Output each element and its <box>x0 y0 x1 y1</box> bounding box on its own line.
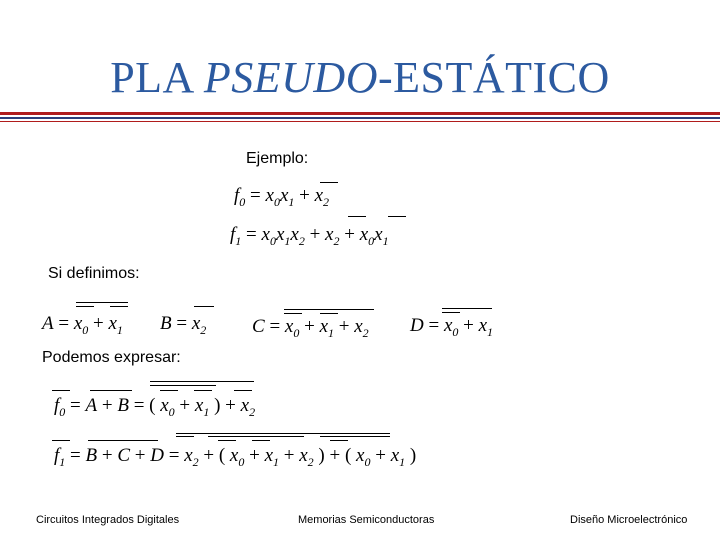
equation-a: $A = x_0 + x_1$ <box>42 313 123 337</box>
overbar <box>218 440 236 441</box>
equation-f1-expressed: $f_1 = B + C + D = x_2$ + ( $x_0 + x_1 + x_2$ ) + ( $x_0 + x_1$ ) <box>54 445 417 469</box>
equation-b: $B = x_2$ <box>160 313 207 337</box>
overbar <box>52 440 70 441</box>
footer-left: Circuitos Integrados Digitales <box>36 514 180 526</box>
overbar <box>320 182 338 183</box>
overbar <box>90 390 132 391</box>
overbar <box>194 306 214 307</box>
overbar <box>194 390 212 391</box>
overbar <box>150 385 216 386</box>
overbar <box>88 440 158 441</box>
overbar <box>252 440 270 441</box>
overbar <box>160 390 178 391</box>
overbar <box>176 433 390 434</box>
overbar <box>110 306 128 307</box>
overbar <box>284 313 302 314</box>
overbar <box>442 312 460 313</box>
footer-right: Diseño Microelectrónico <box>570 514 688 526</box>
footer-center: Memorias Semiconductoras <box>298 514 435 526</box>
overbar <box>150 381 254 382</box>
overbar <box>320 436 390 437</box>
overbar <box>52 390 70 391</box>
overbar <box>208 436 304 437</box>
title-rule-red <box>0 112 720 115</box>
overbar <box>320 313 338 314</box>
overbar <box>76 306 94 307</box>
equation-f0-definition: $f_0 = x_0x_1 + x_2$ <box>234 185 330 209</box>
equation-c: $C = x_0 + x_1 + x_2$ <box>252 316 369 340</box>
overbar <box>442 308 492 309</box>
equation-f1-definition: $f_1 = x_0x_1x_2 + x_2 + x_0x_1$ <box>230 224 389 248</box>
equation-f0-expressed: $f_0 = A + B$ = ( $x_0 + x_1$ ) + $x_2$ <box>54 395 256 419</box>
overbar <box>348 216 366 217</box>
title-rule-blue <box>0 117 720 119</box>
title-rule-red-thin <box>0 121 720 122</box>
overbar <box>176 436 194 437</box>
express-label: Podemos expresar: <box>42 349 181 366</box>
overbar <box>388 216 406 217</box>
overbar <box>76 302 128 303</box>
definitions-label: Si definimos: <box>48 265 140 282</box>
example-label: Ejemplo: <box>246 150 309 167</box>
overbar <box>330 440 348 441</box>
equation-d: $D = x_0 + x_1$ <box>410 315 494 339</box>
slide-title: PLA PSEUDO-ESTÁTICO <box>110 53 610 102</box>
overbar <box>284 309 374 310</box>
overbar <box>234 390 252 391</box>
